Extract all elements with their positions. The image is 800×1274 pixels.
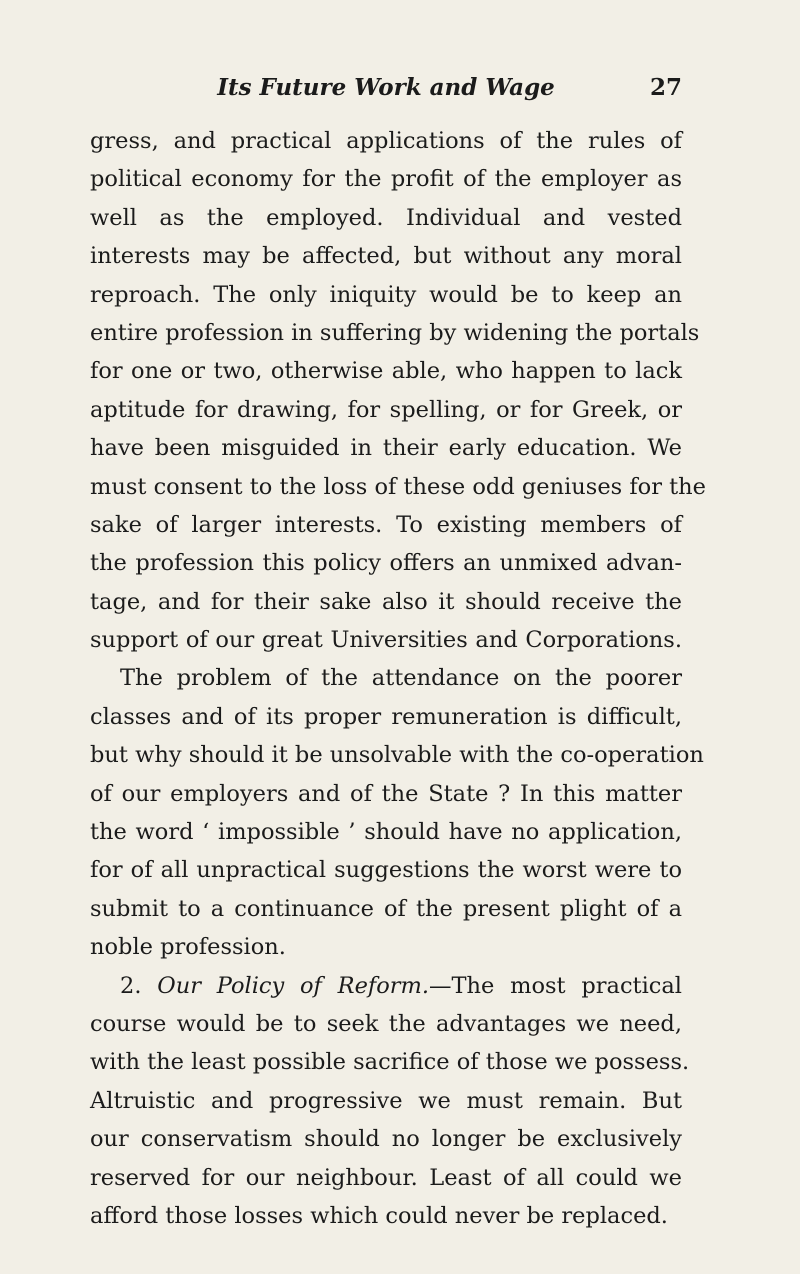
text-line: gress, and practical applications of the rules of (90, 128, 682, 154)
text-line: submit to a continuance of the present plight of a (90, 895, 682, 922)
text-line: noble profession. (90, 934, 286, 961)
running-head (90, 68, 682, 108)
text-line: for of all unpractical suggestions the worst were to (90, 857, 682, 884)
section-number: 2. (120, 972, 142, 999)
page-number: 27 (649, 74, 682, 101)
text-line: political economy for the profit of the employer as (90, 166, 682, 193)
text-line: afford those losses which could never be replaced. (90, 1202, 668, 1229)
text-line: the word ‘ impossible ’ should have no application, (90, 819, 682, 846)
section-heading: Our Policy of Reform. (157, 972, 430, 999)
text-line: aptitude for drawing, for spelling, or for Greek, or (90, 396, 682, 423)
text-line: course would be to seek the advantages we need, (90, 1010, 682, 1037)
text-line: interests may be affected, but without any moral (90, 243, 682, 270)
section-heading-continuation: —The most practical (429, 972, 683, 999)
text-line: support of our great Universities and Corporations. (90, 627, 682, 654)
text-line: Altruistic and progressive we must remain. But (90, 1087, 682, 1114)
text-line: the profession this policy offers an unmixed advan- (90, 550, 682, 577)
text-line: of our employers and of the State ? In this matter (90, 780, 682, 807)
text-line: but why should it be unsolvable with the co-operation (90, 742, 704, 769)
text-line: for one or two, otherwise able, who happen to lack (90, 358, 682, 385)
text-line: with the least possible sacrifice of those we possess. (90, 1049, 690, 1076)
text-line: must consent to the loss of these odd geniuses for the (90, 473, 706, 500)
text-line: sake of larger interests. To existing members of (90, 511, 682, 538)
text-line: The problem of the attendance on the poorer (120, 665, 682, 692)
text-line: our conservatism should no longer be exclusively (90, 1126, 682, 1153)
text-line: reproach. The only iniquity would be to keep an (90, 281, 682, 308)
text-line: have been misguided in their early education. We (90, 435, 682, 462)
text-line: reserved for our neighbour. Least of all could we (90, 1164, 682, 1191)
text-line: tage, and for their sake also it should receive the (90, 588, 682, 615)
running-title: Its Future Work and Wage (217, 74, 555, 101)
text-line: classes and of its proper remuneration is difficult, (90, 703, 682, 730)
text-line: well as the employed. Individual and vested (90, 204, 682, 231)
body-text (90, 122, 706, 1235)
section-heading-line (90, 967, 682, 1005)
text-line: entire profession in suffering by widening the portals (90, 319, 700, 346)
